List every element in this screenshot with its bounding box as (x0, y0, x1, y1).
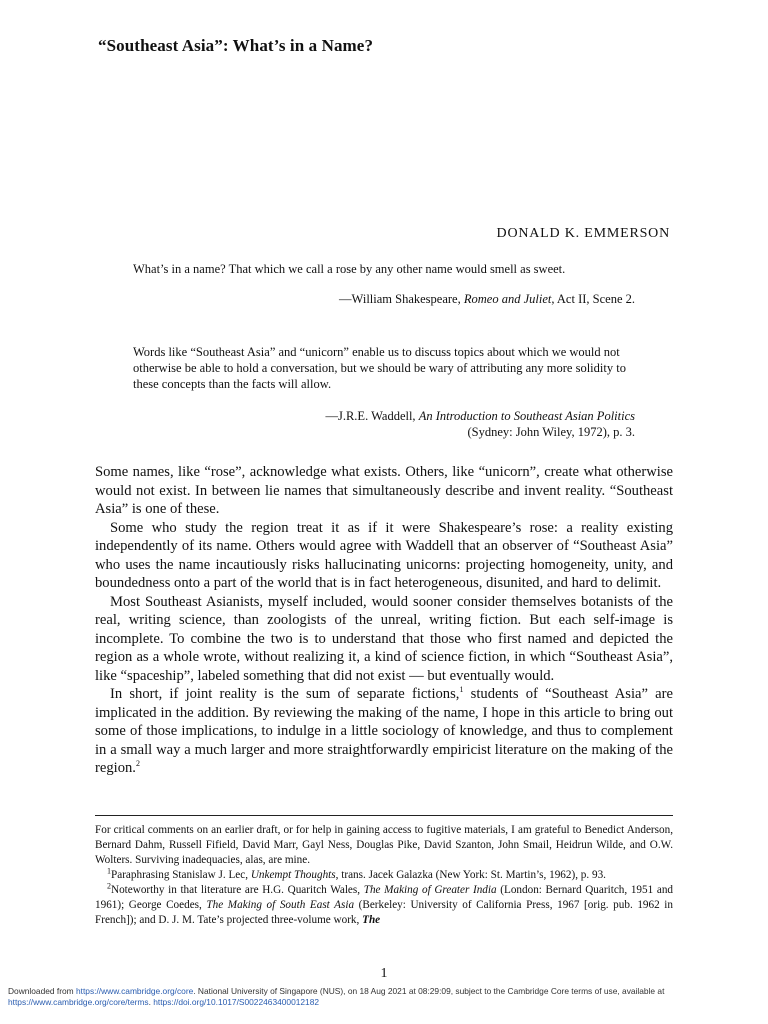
download-notice (8, 986, 763, 1008)
footnotes (95, 823, 673, 928)
epigraph-attr-prefix: —J.R.E. Waddell, (325, 409, 419, 423)
epigraph-waddell-attribution (133, 408, 635, 440)
footnote-text: (Berkeley: University of California Press, 1967 [orig. pub. 1962 in French]); and D. J. M. Tate’s projected three-volume work, (95, 899, 673, 926)
footnote-ref: 1 (459, 685, 464, 695)
epigraph-attr-prefix: —William Shakespeare, (339, 292, 464, 306)
footnote-work: Unkempt Thoughts (250, 869, 336, 881)
epigraph-waddell-quote: Words like “Southeast Asia” and “unicorn” enable us to discuss topics about which we would not otherwise be able to hold a conversation, but we should be wary of attributing any more solidity to these concepts than the facts will allow. (133, 345, 626, 391)
body-text: students of “Southeast Asia” are implicated in the addition. By reviewing the making of the name, I hope in this article to bring out some of those implications, to indulge in a little sociology of knowledge, and thus to complement in a small way a much larger and more straightforwardly empiricist literature on the making of the region. (95, 686, 674, 776)
author-name: DONALD K. EMMERSON (496, 226, 670, 241)
footnote-work: The (362, 914, 381, 926)
cambridge-core-link[interactable]: https://www.cambridge.org/core (75, 986, 194, 996)
epigraph-attr-suffix: , Act II, Scene 2. (551, 292, 635, 306)
body-text: In short, if joint reality is the sum of separate fictions, (110, 686, 460, 702)
terms-link[interactable]: https://www.cambridge.org/core/terms (8, 997, 149, 1007)
doi-link[interactable]: https://doi.org/10.1017/S0022463400012182 (153, 997, 320, 1007)
article-title: “Southeast Asia”: What’s in a Name? (98, 36, 374, 55)
footnote-acknowledgment: For critical comments on an earlier draft, or for help in gaining access to fugitive materials, I am grateful to Benedict Anderson, Bernard Dahm, Russell Fifield, David Marr, Gayl Ness, Douglas Pike, David Szanton, John Smail, Heidrun Wilde, and O.W. Wolters. Surviving inadequacies, alas, are mine. (95, 824, 673, 866)
page-number: 1 (380, 966, 388, 981)
download-text: Downloaded from (8, 986, 76, 996)
footnote-ref: 2 (135, 759, 140, 769)
body-paragraph: Most Southeast Asianists, myself included, would sooner consider themselves botanists of the real, writing science, than zoologists of the unreal, writing fiction. But each self-image is incomplete. To combine the two is to understand that those who first named and depicted the region as a whole wrote, without realizing it, a kind of science fiction, in which “Southeast Asia”, like “spaceship”, labeled something that did not exist — but eventually would. (95, 593, 673, 684)
body-paragraph (95, 685, 673, 778)
article-body (95, 463, 673, 778)
footnote-text: Noteworthy in that literature are H.G. Quaritch Wales, (111, 884, 364, 896)
footnote-work: The Making of Greater India (363, 884, 497, 896)
body-paragraph: Some names, like “rose”, acknowledge what exists. Others, like “unicorn”, create what otherwise would not exist. In between lie names that simultaneously describe and invent reality. “Southeast Asia” is one of these. (95, 464, 673, 517)
footnote-text: (London: Bernard Quaritch, 1951 and 1961); George Coedes, (95, 884, 674, 911)
footnote-divider (95, 815, 673, 816)
epigraph-shakespeare-attribution (133, 291, 635, 307)
download-text: . National University of Singapore (NUS), on 18 Aug 2021 at 08:29:09, subject to the Cambridge Core terms of use, available at (193, 986, 665, 996)
footnote-mark: 1 (107, 866, 111, 876)
body-paragraph: Some who study the region treat it as if it were Shakespeare’s rose: a reality existing independently of its name. Others would agree with Waddell that an observer of “Southeast Asia” who uses the name incautiously risks hallucinating unicorns: projecting homogeneity, unity, and boundedness onto a part of the world that is in fact heterogeneous, disunited, and hard to delimit. (95, 519, 673, 591)
footnote-text: Paraphrasing Stanislaw J. Lec, (111, 869, 251, 881)
epigraph-attr-work: An Introduction to Southeast Asian Politics (418, 409, 635, 423)
footnote-mark: 2 (107, 881, 111, 891)
epigraph-attr-line2: (Sydney: John Wiley, 1972), p. 3. (467, 425, 635, 439)
footnote-1 (95, 868, 673, 883)
epigraph-attr-line1 (133, 408, 635, 424)
footnote-work: The Making of South East Asia (206, 899, 355, 911)
epigraph-shakespeare-quote: What’s in a name? That which we call a rose by any other name would smell as sweet. (133, 262, 566, 276)
footnote-2 (95, 883, 673, 928)
footnote-text: , trans. Jacek Galazka (New York: St. Martin’s, 1962), p. 93. (335, 869, 606, 881)
download-text: . (148, 997, 154, 1007)
epigraph-attr-work: Romeo and Juliet (463, 292, 552, 306)
